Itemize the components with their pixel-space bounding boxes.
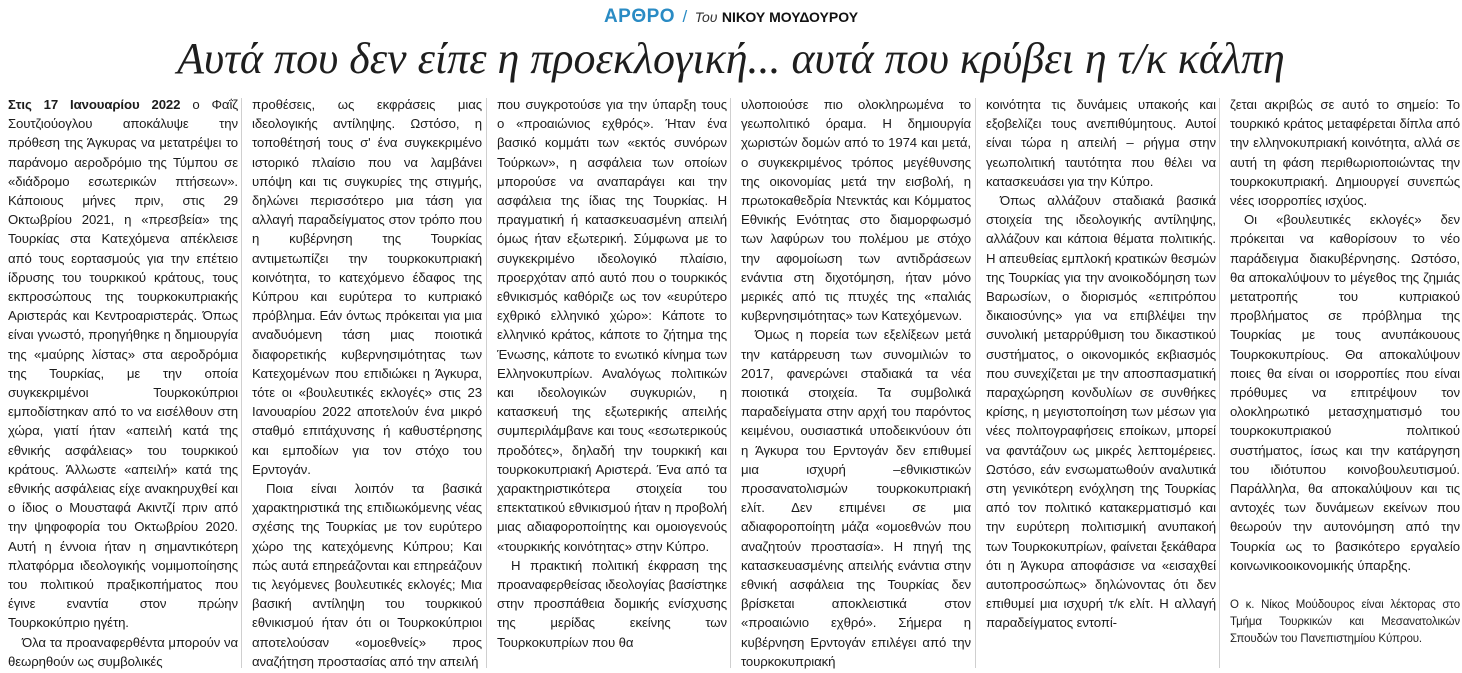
paragraph — [8, 95, 238, 633]
article-headline: Αυτά που δεν είπε η προεκλογική... αυτά που κρύβει η τ/κ κάλπη — [177, 34, 1285, 83]
paragraph: Οι «βουλευτικές εκλογές» δεν πρόκειται να καθορίσουν το νέο παράδειγμα διακυβέρνησης. Ωστόσο, θα αποκαλύψουν το μέγεθος της ζημιάς μετατροπής του κυπριακού προβλήματος σε πρόβλημα της Τουρκίας με τους ανυπάκουους Τουρκοκυπρίους. Θα αποκαλύψουν ποιες θα είναι οι ισορροπίες που είναι πρόθυμες να επιτρέψουν τον ολοκληρωτικό μετασχηματισμό του τουρκοκυπριακού πολιτικού συστήματος, ίσως και την κατάργηση του ιδιότυπου κοινοβουλευτισμού. Παράλληλα, θα αποκαλύψουν και τις αντοχές των δυνάμεων εκείνων που θεωρούν την αυτονόμηση από την Τουρκία ως το βασικότερο εργαλείο κοινωνικοοικονομικής ύπαρξης. — [1230, 212, 1460, 573]
lead-in: Στις 17 Ιανουαρίου 2022 — [8, 97, 181, 112]
paragraph-text: ο Φαΐζ Σουτζιούογλου αποκάλυψε την πρόθεση της Άγκυρας να μετατρέψει το παράνομο αεροδρόμιο της Τύμπου σε «διάδρομο εσωτερικών πτήσεων». Κάποιους μήνες πριν, στις 29 Οκτωβρίου 2021, η «πρεσβεία» της Τουρκίας στα Κατεχόμενα απέκλεισε από τους εορτασμούς για την επέτειο ίδρυσης του τουρκικού κράτους, τους εκπροσώπους της τουρκοκυπριακής Αριστεράς και Κεντροαριστεράς. Όπως είναι γνωστό, προηγήθηκε η δημιουργία της «μαύρης λίστας» στα αεροδρόμια της Τουρκίας, με την οποία συγκεκριμένοι Τουρκοκύπριοι εμποδίστηκαν από το να εισέλθουν στη χώρα, γιατί ήταν «απειλή κατά της εθνικής ασφάλειας» του τουρκικού κράτους. Άλλωστε «απειλή» κατά της εθνικής ασφάλειας είχε ανακηρυχθεί και ο ίδιος ο Μουσταφά Ακιντζί πριν από την ψηφοφορία του Οκτωβρίου 2020. Αυτή η έννοια ήταν η σημαντικότερη πλατφόρμα ιδεολογικής νομιμοποίησης του πολιτικού πραξικοπήματος που έγινε εναντία στον πρώην Τουρκοκύπριο ηγέτη. — [8, 97, 238, 631]
paragraph: Όπως αλλάζουν σταδιακά βασικά στοιχεία της ιδεολογικής αντίληψης, αλλάζουν και κάποια θέματα πολιτικής. Η απευθείας εμπλοκή κρατικών θεσμών της Τουρκίας για την ανοικοδόμηση των Βαρωσίων, ο διορισμός «επιτρόπου δικαιοσύνης» για να επιβλέψει την συνολική μεταρρύθμιση του δικαστικού συστήματος, ο οικονομικός εκβιασμός που συνεχίζεται με την αποσπασματική παραχώρηση κονδυλίων σε συνθήκες κρίσης, η μεγιστοποίηση των μέσων για νέες πολιτογραφήσεις εποίκων, μπορεί να φαντάζουν ως μικρές λεπτομέρειες. Ωστόσο, εάν ενσωματωθούν αναλυτικά στη γενικότερη ενόχληση της Τουρκίας από τον πολιτικό κατακερματισμό και την ευρύτερη πολιτισμική ανυπακοή των Τουρκοκυπρίων, φαίνεται ξεκάθαρα ότι η Άγκυρα αποφάσισε να «εισαχθεί αυτοπροσώπως» δηλώνοντας ότι δεν επιθυμεί μια ισχυρή τ/κ ελίτ. Η αλλαγή παραδείγματος εντοπί- — [986, 193, 1216, 631]
paragraph: προθέσεις, ως εκφράσεις μιας ιδεολογικής αντίληψης. Ωστόσο, η τοποθέτησή τους σ' ένα συγκεκριμένο ιστορικό πλαίσιο που να λαμβάνει υπόψη και τις συγκυρίες της στιγμής, δηλώνει περισσότερο μια τάση για αλλαγή παραδείγματος στον τρόπο που η κυβέρνηση της Τουρκίας αντιμετωπίζει την τουρκοκυπριακή κοινότητα, το κατεχόμενο έδαφος της Κύπρου και ευρύτερα το κυπριακό πρόβλημα. Εάν όντως πρόκειται για μια αναδυόμενη τάση μιας ποιοτικά διαφορετικής κυβερνησιμότητας των Κατεχομένων που επιδιώκει η Άγκυρα, τότε οι «βουλευτικές εκλογές» στις 23 Ιανουαρίου 2022 αποτελούν ένα μικρό σταθμό επιτάχυνσης ή καθυστέρησης και εμποδίων για τον στόχο του Ερντογάν. — [252, 97, 482, 477]
paragraph: ζεται ακριβώς σε αυτό το σημείο: Το τουρκικό κράτος μεταφέρεται δίπλα από την ελληνοκυπριακή κοινότητα, αλλά σε αυτή τη φάση περιθωριοποιώντας την τουρκοκυπριακή. Δημιουργεί συνεπώς νέες ισορροπίες ισχύος. — [1230, 97, 1460, 209]
paragraph: Η πρακτική πολιτική έκφραση της προαναφερθείσας ιδεολογίας βασίστηκε στην προσπάθεια δομικής ενίσχυσης της μερίδας εκείνης των Τουρκοκυπρίων που θα — [497, 557, 727, 650]
article-kicker — [0, 6, 1462, 28]
article-body — [4, 95, 1460, 671]
text-column-6 — [1230, 95, 1460, 669]
kicker-separator: / — [682, 7, 688, 26]
author-name: ΝΙΚΟΥ ΜΟΥΔΟΥΡΟΥ — [721, 9, 859, 25]
text-column-1 — [8, 95, 238, 669]
text-column-2 — [252, 95, 482, 669]
paragraph: που συγκροτούσε για την ύπαρξη τους ο «προαιώνιος εχθρός». Ήταν ένα βασικό κομμάτι των «εκτός συνόρων Τούρκων», η ασφάλεια των οποίων μπορούσε να αναπαράγει και την ασφάλεια της ίδιας της Τουρκίας. Η πραγματική ή κατασκευασμένη απειλή όμως ήταν εξωτερική. Σύμφωνα με το συγκεκριμένο ιδεολογικό πλαίσιο, προερχόταν από αυτό που ο τουρκικός εθνικισμός καθόριζε ως τον «ευρύτερο εχθρικό ελληνικό χώρο»: Κάποτε το ελληνικό κράτος, κάποτε το ζήτημα της Ένωσης, κάποτε το ενωτικό κίνημα των Ελληνοκυπρίων. Αναλόγως πολιτικών και ιδεολογικών συγκυριών, η κατασκευή της εξωτερικής απειλής συμπεριλάμβανε και τους «εσωτερικούς προδότες», δηλαδή την τουρκική και τουρκοκυπριακή Αριστερά. Ένα από τα χαρακτηριστικότερα στοιχεία του επεκτατικού εθνικισμού ήταν η προβολή μιας αδιαφοροποίητης και ομοιογενούς «τουρκικής κοινότητας» στην Κύπρο. — [497, 97, 727, 554]
paragraph: Όμως η πορεία των εξελίξεων μετά την κατάρρευση των συνομιλιών το 2017, φανερώνει σταδιακά τα νέα ποιοτικά στοιχεία. Τα συμβολικά παραδείγματα στην αρχή του παρόντος κειμένου, ουσιαστικά υποδεικνύουν ότι η Άγκυρα του Ερντογάν δεν επιθυμεί μια ισχυρή –εθνικιστικών προσανατολισμών τουρκοκυπριακή ελίτ. Δεν επιμένει σε μια αδιαφοροποίητη μάζα «ομοεθνών που αναζητούν προστασία». Η πηγή της κατασκευασμένης απειλής ενάντια στην εθνική ασφάλεια της Τουρκίας δεν βρίσκεται αποκλειστικά στον «προαιώνιο εχθρό». Σήμερα η κυβέρνηση Ερντογάν επιλέγει από την τουρκοκυπριακή — [741, 327, 971, 669]
author-note: Ο κ. Νίκος Μούδουρος είναι λέκτορας στο Τμήμα Τουρκικών και Μεσανατολικών Σπουδών του Πανεπιστημίου Κύπρου. — [1230, 599, 1460, 645]
byline-prefix: Του — [694, 9, 718, 25]
text-column-5 — [986, 95, 1216, 669]
paragraph: υλοποιούσε πιο ολοκληρωμένα το γεωπολιτικό όραμα. Η δημιουργία χωριστών δομών από το 1974 και μετά, ο συγκεκριμένος τρόπος μεγέθυνσης της οικονομίας μετά την εισβολή, η πρωτοκαθεδρία Ντενκτάς και Κόμματος Εθνικής Ενότητας στο διαμορφωσμό των λαφύρων του πολέμου με στόχο την αφομοίωση των αντιδράσεων ενάντια στη διχοτόμηση, ήταν μόνο μερικές από τις πτυχές της «παλιάς κυβερνησιμότητας» των Κατεχόμενων. — [741, 97, 971, 324]
section-label: ΑΡΘΡΟ — [603, 6, 676, 27]
text-column-4 — [741, 95, 971, 669]
paragraph: Ποια είναι λοιπόν τα βασικά χαρακτηριστικά της επιδιωκόμενης νέας σχέσης της Τουρκίας με τον ευρύτερο χώρο της κατεχόμενης Κύπρου; Και πώς αυτά επηρεάζονται και επηρεάζουν τις λεγόμενες βουλευτικές εκλογές; Μια βασική αντίληψη του τουρκικού εθνικισμού ήταν ότι οι Τουρκοκύπριοι αποτελούσαν «ομοεθνείς» προς αναζήτηση προστασίας από την απειλή — [252, 481, 482, 669]
text-column-3 — [497, 95, 727, 669]
paragraph: κοινότητα τις δυνάμεις υπακοής και εξοβελίζει τους ανεπιθύμητους. Αυτοί είναι τώρα η απειλή – ρήγμα στην γεωπολιτική ταυτότητα που θέλει να κατασκευάσει για την Κύπρο. — [986, 97, 1216, 189]
paragraph: Όλα τα προαναφερθέντα μπορούν να θεωρηθούν ως συμβολικές — [8, 634, 238, 669]
